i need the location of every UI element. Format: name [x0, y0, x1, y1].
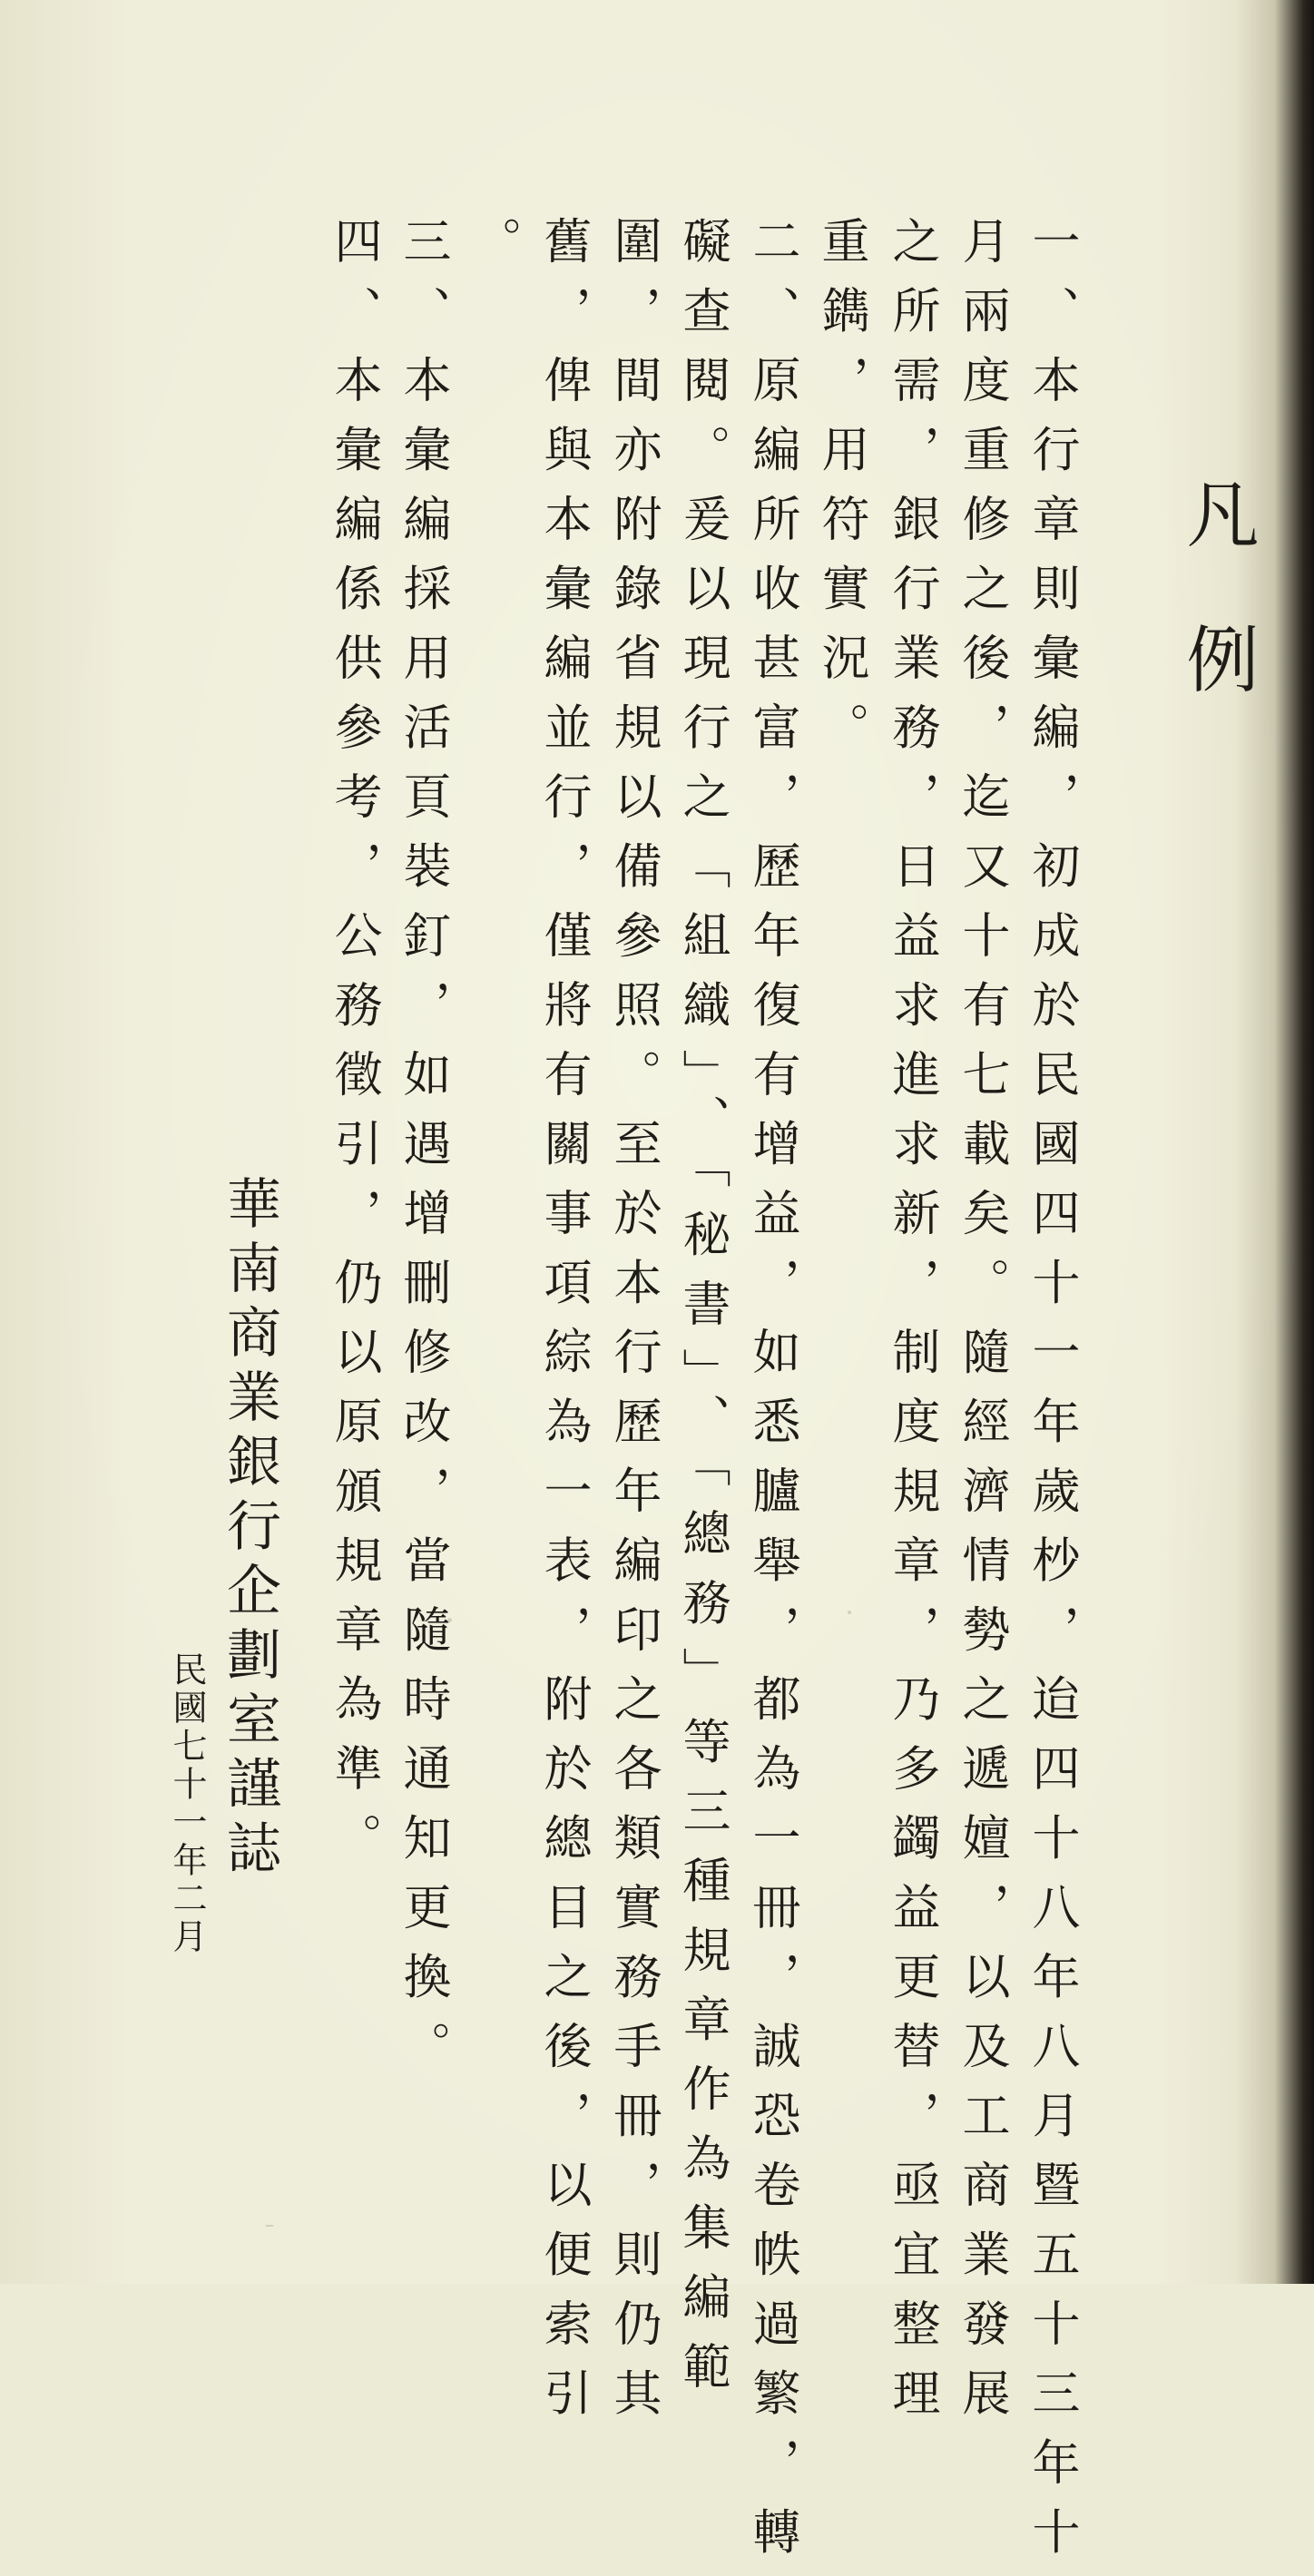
text-line-2-3: 圍，間亦附錄省規以備參照。至於本行歷年編印之各類實務手冊，則仍其 [606, 216, 662, 2437]
paper-speck [265, 2225, 274, 2227]
text-line-3-1: 三、本彙編採用活頁裝釘，如遇增刪修改，當隨時通知更換。 [396, 216, 451, 2091]
text-line-2-2: 礙查閱。爰以現行之「組織」、「秘書」、「總務」等三種規章作為集編範 [675, 216, 731, 2411]
date-line: 民國七十一年二月 [167, 1651, 207, 1956]
text-line-1-2: 月兩度重修之後，迄又十有七載矣。隨經濟情勢之遞嬗，以及工商業發展 [955, 216, 1010, 2437]
text-line-2-4: 舊，俾與本彙編並行，僅將有關事項綜為一表，附於總目之後，以便索引 [536, 216, 592, 2437]
text-line-4-1: 四、本彙編係供參考，公務徵引，仍以原頒規章為準。 [327, 216, 382, 1882]
text-line-2-5: 。 [466, 216, 522, 286]
text-line-2-1: 二、原編所收甚富，歷年復有增益，如悉臚舉，都為一冊，誠恐卷帙過繁，轉 [745, 216, 800, 2576]
signature: 華南商業銀行企劃室謹誌 [218, 1175, 281, 1884]
paper-speck [848, 1611, 851, 1614]
text-line-1-4: 重鐫，用符實況。 [814, 216, 869, 771]
text-line-1-1: 一、本行章則彙編，初成於民國四十一年歲杪，迨四十八年八月暨五十三年十 [1025, 216, 1080, 2576]
page-title: 凡例 [1174, 476, 1259, 767]
paper-speck [447, 1618, 452, 1622]
text-line-1-3: 之所需，銀行業務，日益求進求新，制度規章，乃多蠲益更替，亟宜整理 [885, 216, 940, 2437]
